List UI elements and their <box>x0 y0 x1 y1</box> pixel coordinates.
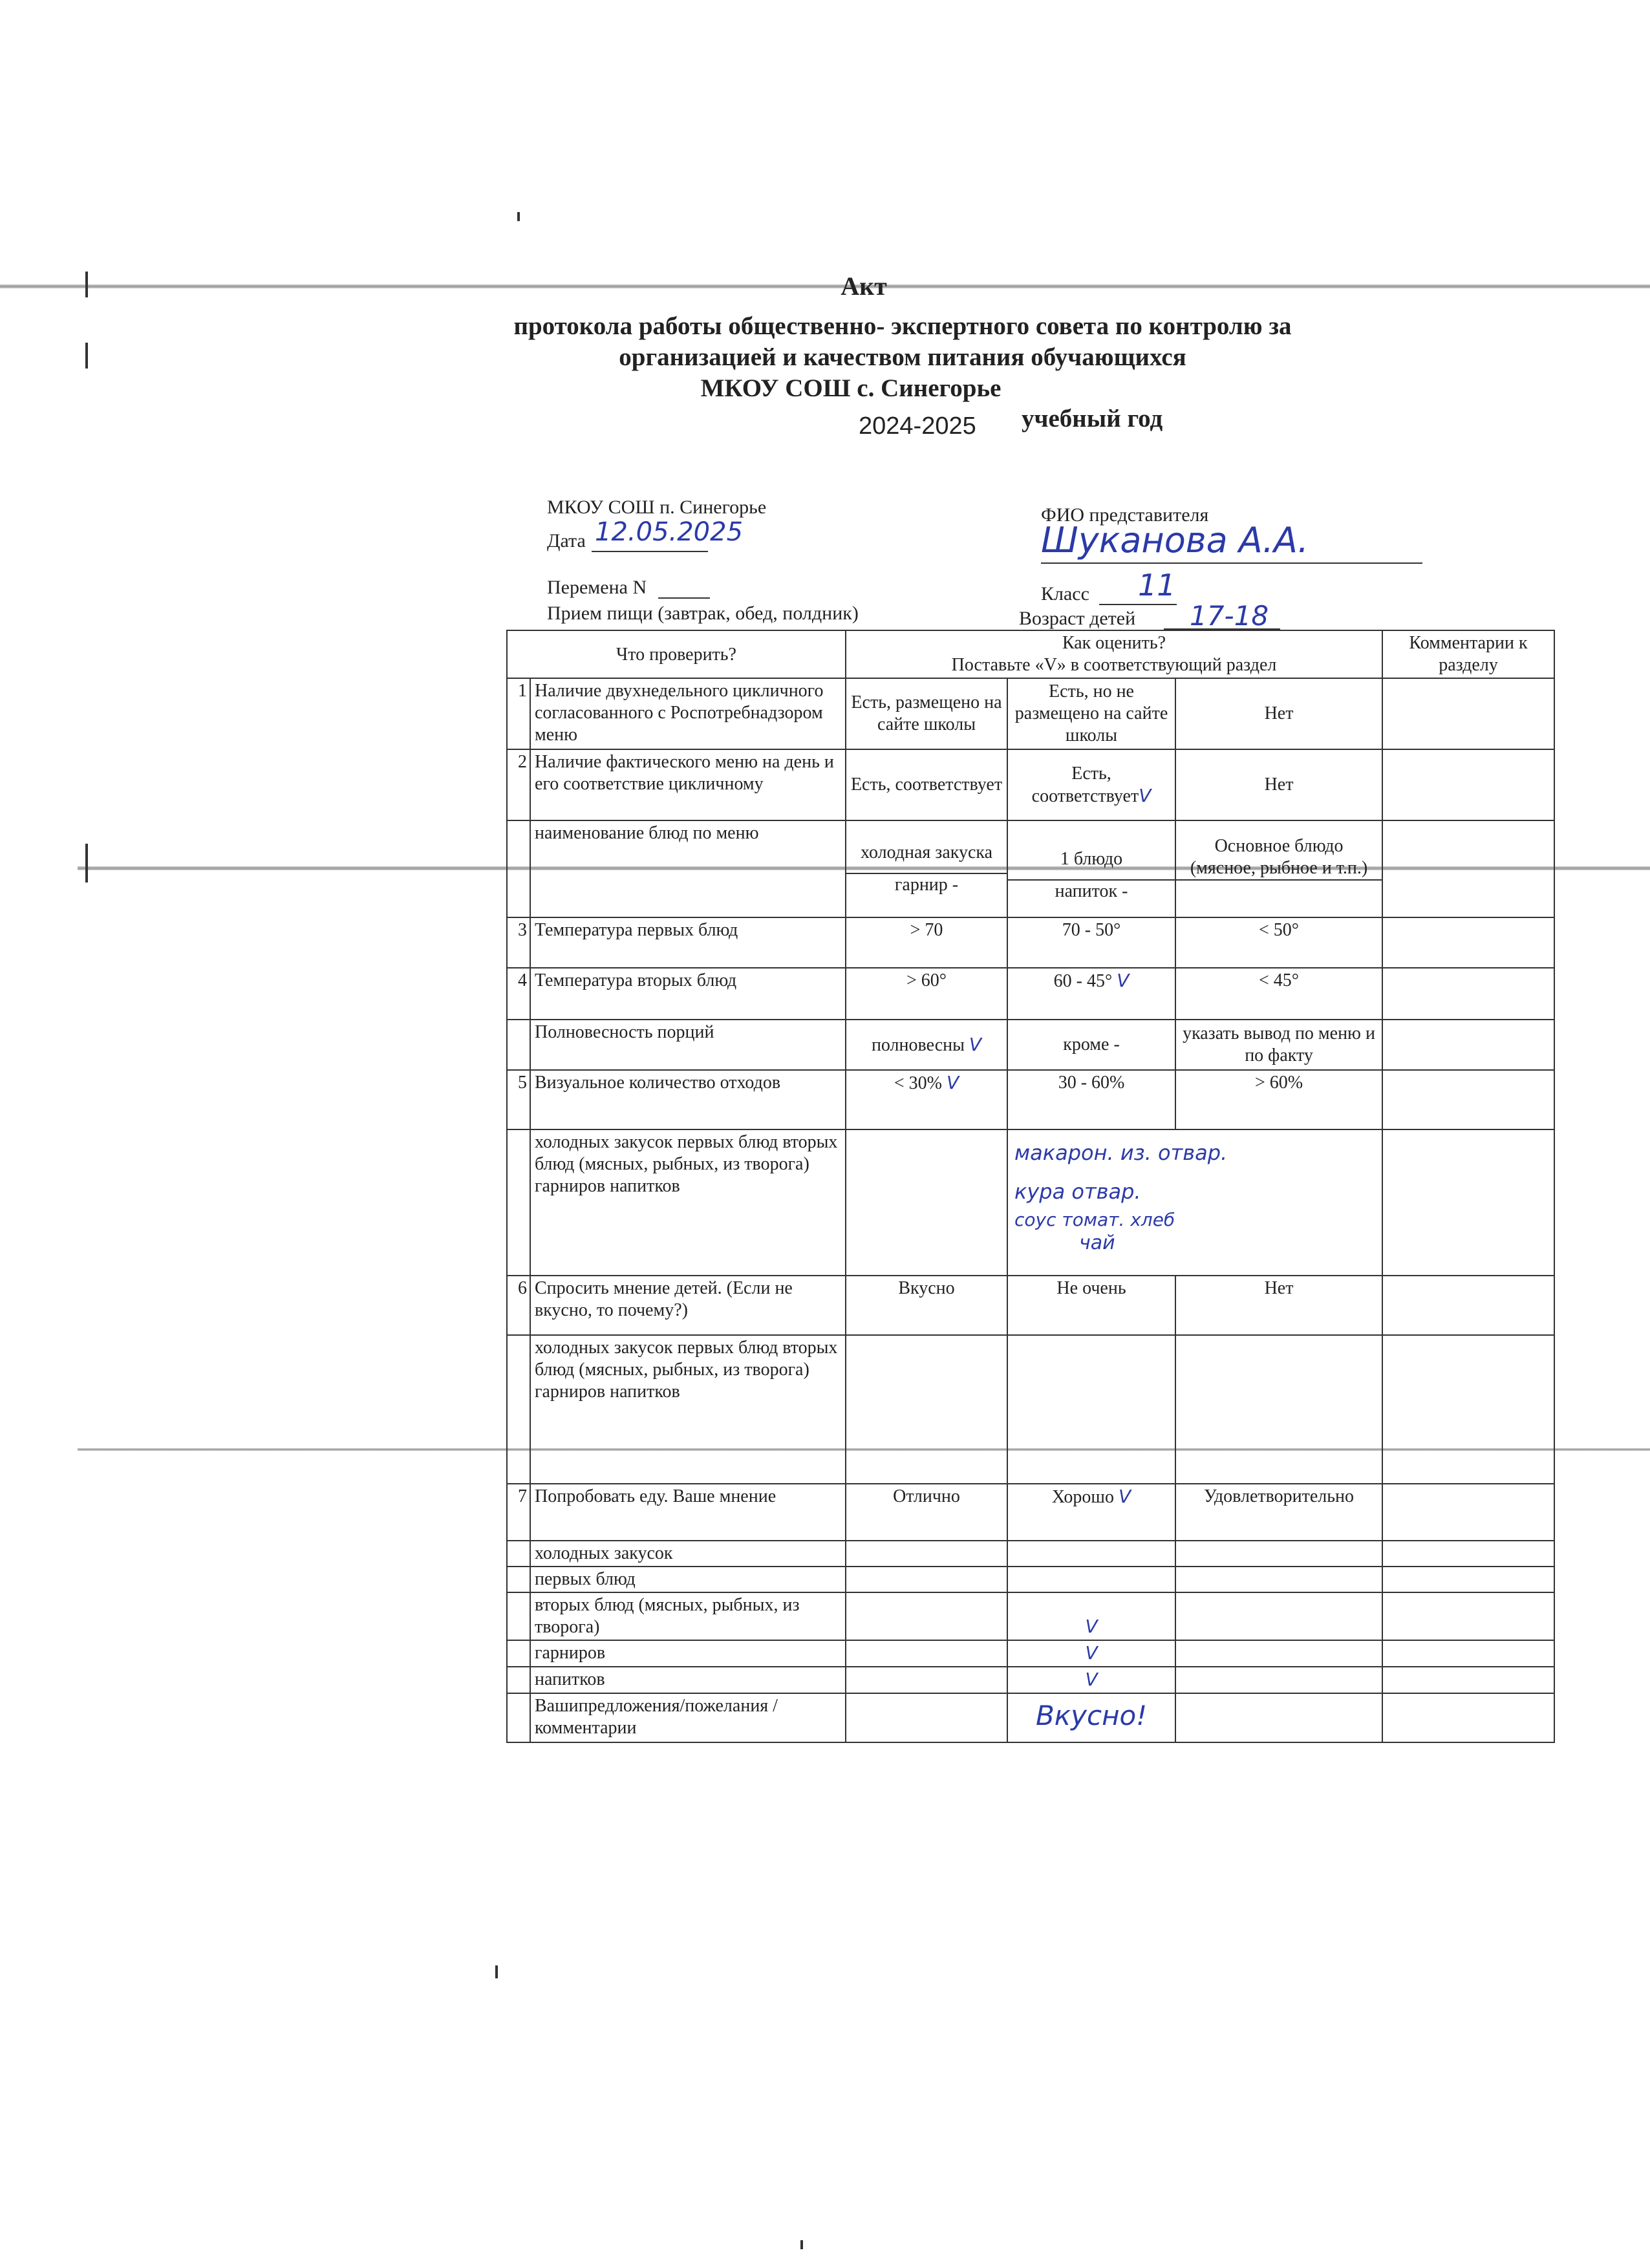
date-value: 12.05.2025 <box>595 517 744 547</box>
age-value: 17-18 <box>1190 600 1269 632</box>
table-row <box>507 1129 1554 1276</box>
scan-mark <box>495 1965 498 1978</box>
row-question: Наличие двухнедельного цикличного согласованного с Роспотребнадзором меню <box>530 678 846 749</box>
option-a[interactable]: Есть, размещено на сайте школы <box>846 678 1007 749</box>
option-c[interactable]: указать вывод по меню и по факту <box>1175 1020 1382 1070</box>
taste-item-row <box>507 1592 1554 1640</box>
handwritten-note: Вкусно! <box>1035 1700 1148 1731</box>
row-number: 6 <box>507 1276 530 1335</box>
row-question: Визуальное количество отходов <box>530 1070 846 1129</box>
fio-value: Шуканова А.А. <box>1041 520 1309 561</box>
check-mark: V <box>1139 784 1152 806</box>
col-header-how-line1: Как оценить? <box>1062 633 1166 653</box>
taste-item: напитков <box>530 1667 846 1693</box>
date-underline <box>592 551 708 552</box>
comment-cell[interactable] <box>1382 1070 1554 1129</box>
option-b-label: 60 - 45° <box>1053 971 1113 991</box>
option-a[interactable]: Отлично <box>846 1484 1007 1541</box>
option-a[interactable]: > 60° <box>846 968 1007 1020</box>
option-c[interactable]: Нет <box>1175 678 1382 749</box>
row-question: Температура первых блюд <box>530 917 846 968</box>
row-question: Вашипредложения/пожелания / комментарии <box>530 1693 846 1742</box>
table-row <box>507 917 1554 968</box>
option-b[interactable] <box>1007 749 1175 820</box>
comment-cell[interactable] <box>1382 820 1554 917</box>
title-line-1: протокола работы общественно- экспертного совета по контролю за <box>513 312 1292 340</box>
comment-cell[interactable] <box>1382 749 1554 820</box>
meal-label: Прием пищи (завтрак, обед, полдник) <box>547 603 859 624</box>
option-b[interactable] <box>1007 1484 1175 1541</box>
fio-underline <box>1041 562 1422 564</box>
table-row <box>507 749 1554 820</box>
comment-cell[interactable] <box>1382 1335 1554 1484</box>
option-c[interactable]: > 60% <box>1175 1070 1382 1129</box>
check-mark: V <box>1118 1486 1131 1507</box>
option-b-sub: напиток - <box>1055 881 1128 901</box>
check-mark: V <box>1117 970 1130 991</box>
option-b[interactable]: Есть, но не размещено на сайте школы <box>1007 678 1175 749</box>
comment-cell[interactable] <box>1382 1129 1554 1276</box>
option-b[interactable] <box>1007 1693 1175 1742</box>
row-number: 2 <box>507 749 530 820</box>
option-a-label: холодная закуска <box>861 842 993 862</box>
class-value: 11 <box>1138 568 1176 603</box>
row-question: Температура вторых блюд <box>530 968 846 1020</box>
check-mark: V <box>969 1033 982 1055</box>
taste-item-row <box>507 1541 1554 1567</box>
row-question: наименование блюд по меню <box>530 820 846 917</box>
row-question: холодных закусок первых блюд вторых блюд (мясных, рыбных, из творога) гарниров напитков <box>530 1129 846 1276</box>
option-b[interactable] <box>1007 1335 1175 1484</box>
taste-item-row <box>507 1667 1554 1693</box>
option-b[interactable] <box>1007 820 1175 917</box>
scan-mark <box>517 212 520 221</box>
option-c[interactable]: Нет <box>1175 749 1382 820</box>
table-row <box>507 820 1554 917</box>
check-mark: V <box>1085 1616 1098 1637</box>
option-a[interactable] <box>846 1693 1007 1742</box>
option-c[interactable]: Нет <box>1175 1276 1382 1335</box>
class-underline <box>1099 604 1177 605</box>
table-row <box>507 678 1554 749</box>
col-header-how-line2: Поставьте «V» в соответствующий раздел <box>951 655 1277 675</box>
check-mark: V <box>947 1072 959 1093</box>
taste-item: холодных закусок <box>530 1541 846 1567</box>
handwritten-note: соус томат. хлеб <box>1014 1209 1175 1230</box>
col-header-what: Что проверить? <box>507 630 846 678</box>
comment-cell[interactable] <box>1382 1020 1554 1070</box>
row-question: Полновесность порций <box>530 1020 846 1070</box>
option-a[interactable] <box>846 1129 1007 1276</box>
row-number: 3 <box>507 917 530 968</box>
table-row <box>507 1020 1554 1070</box>
option-a[interactable] <box>846 1335 1007 1484</box>
table-row <box>507 1693 1554 1742</box>
option-a[interactable] <box>846 1020 1007 1070</box>
taste-item: первых блюд <box>530 1567 846 1592</box>
option-b[interactable] <box>1007 968 1175 1020</box>
table-row <box>507 1335 1554 1484</box>
scan-mark <box>85 844 88 883</box>
option-c[interactable] <box>1175 1335 1382 1484</box>
option-c[interactable]: < 45° <box>1175 968 1382 1020</box>
comment-cell[interactable] <box>1382 1693 1554 1742</box>
table-row <box>507 1070 1554 1129</box>
date-label: Дата <box>547 530 586 551</box>
option-c[interactable]: < 50° <box>1175 917 1382 968</box>
document-title: Акт <box>841 272 887 301</box>
option-b-label: 1 блюдо <box>1060 849 1123 869</box>
col-header-comment: Комментарии к разделу <box>1382 630 1554 678</box>
inspection-table <box>506 630 1555 1743</box>
row-number: 7 <box>507 1484 530 1541</box>
option-a[interactable]: Вкусно <box>846 1276 1007 1335</box>
table-header-row <box>507 630 1554 678</box>
table-row <box>507 968 1554 1020</box>
table-row <box>507 1484 1554 1541</box>
taste-item-row <box>507 1567 1554 1592</box>
option-a[interactable]: > 70 <box>846 917 1007 968</box>
taste-item-row <box>507 1640 1554 1667</box>
school-label: МКОУ СОШ п. Синегорье <box>547 497 767 518</box>
option-a-sub: гарнир - <box>894 875 959 895</box>
comment-cell[interactable] <box>1382 1276 1554 1335</box>
handwritten-note: чай <box>1079 1232 1115 1254</box>
break-label: Перемена N <box>547 577 647 598</box>
option-b[interactable]: Не очень <box>1007 1276 1175 1335</box>
option-a[interactable] <box>846 1070 1007 1129</box>
row-question: Наличие фактического меню на день и его соответствие цикличному <box>530 749 846 820</box>
check-mark: V <box>1085 1642 1098 1664</box>
option-b-label: Хорошо <box>1051 1487 1114 1507</box>
break-underline <box>658 597 710 599</box>
comment-cell[interactable] <box>1382 1484 1554 1541</box>
comment-cell[interactable] <box>1382 917 1554 968</box>
comment-cell[interactable] <box>1382 968 1554 1020</box>
table-row <box>507 1276 1554 1335</box>
handwritten-note: макарон. из. отвар. <box>1014 1140 1228 1165</box>
option-a[interactable] <box>846 820 1007 917</box>
age-label: Возраст детей <box>1019 608 1136 629</box>
title-line-2: организацией и качеством питания обучающихся <box>619 343 1186 371</box>
row-number: 5 <box>507 1070 530 1129</box>
option-b[interactable]: кроме - <box>1007 1020 1175 1070</box>
row-number: 1 <box>507 678 530 749</box>
check-mark: V <box>1085 1669 1098 1690</box>
option-c[interactable] <box>1175 1693 1382 1742</box>
taste-item: гарниров <box>530 1640 846 1667</box>
col-header-how <box>846 630 1382 678</box>
scan-mark <box>800 2240 803 2249</box>
option-a-label: полновесны <box>871 1034 965 1055</box>
title-line-3: МКОУ СОШ с. Синегорье <box>700 374 1002 402</box>
option-b-label: Есть, соответствует <box>1031 763 1139 806</box>
row-question: Спросить мнение детей. (Если не вкусно, то почему?) <box>530 1276 846 1335</box>
row-number: 4 <box>507 968 530 1020</box>
option-bc[interactable] <box>1007 1129 1382 1276</box>
handwritten-note: кура отвар. <box>1014 1179 1141 1204</box>
academic-year: 2024-2025 <box>859 412 976 440</box>
taste-item: вторых блюд (мясных, рыбных, из творога) <box>530 1592 846 1640</box>
row-question: Попробовать еду. Ваше мнение <box>530 1484 846 1541</box>
row-question: холодных закусок первых блюд вторых блюд (мясных, рыбных, из творога) гарниров напитков <box>530 1335 846 1484</box>
option-a[interactable]: Есть, соответствует <box>846 749 1007 820</box>
fio-label: ФИО представителя <box>1041 504 1209 526</box>
option-b[interactable]: 70 - 50° <box>1007 917 1175 968</box>
option-b[interactable]: 30 - 60% <box>1007 1070 1175 1129</box>
option-c[interactable] <box>1175 820 1382 917</box>
academic-year-suffix: учебный год <box>1022 405 1163 433</box>
option-c[interactable]: Удовлетворительно <box>1175 1484 1382 1541</box>
option-c-label: Основное блюдо (мясное, рыбное и т.п.) <box>1190 836 1368 878</box>
class-label: Класс <box>1041 583 1089 604</box>
comment-cell[interactable] <box>1382 678 1554 749</box>
option-a-label: < 30% <box>894 1073 942 1093</box>
